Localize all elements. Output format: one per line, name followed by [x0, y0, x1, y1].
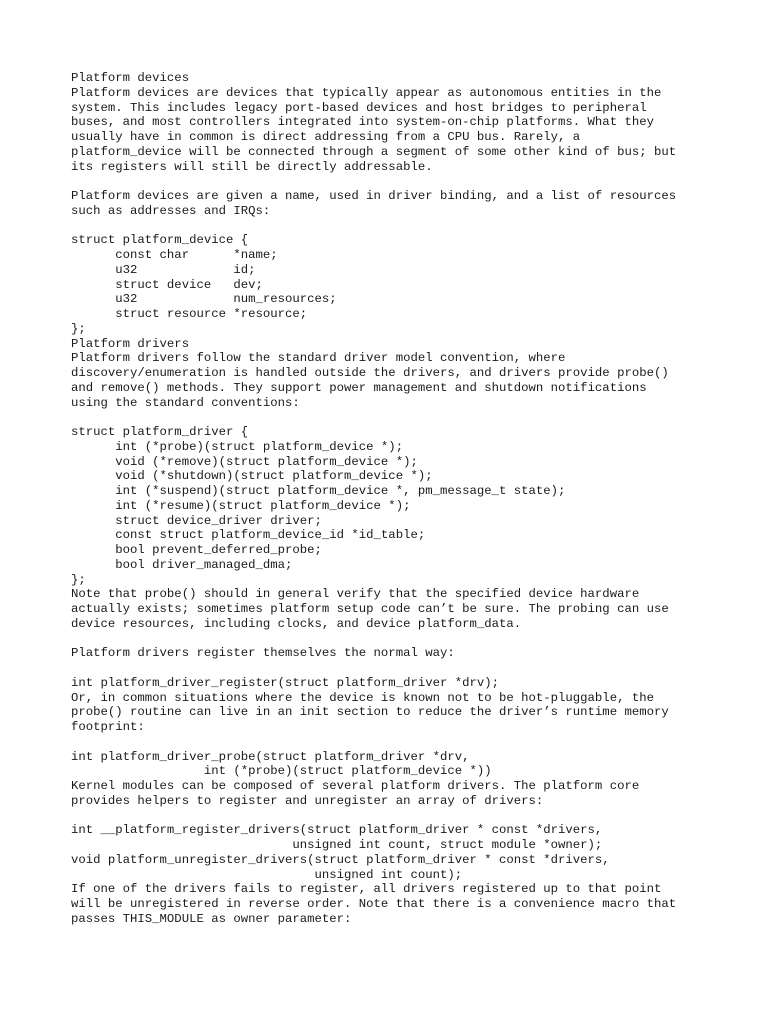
document-text: Platform devices Platform devices are devices that typically appear as autonomous entities in the system. This includes legacy port-based devices and host bridges to peripheral buses, and most controllers integrated into system-on-chip platforms. What they usually have in common is direct addressing from a CPU bus. Rarely, a platform_device will be connected through a segment of some other kind of bus; but its registers will still be directly addressable. Platform devices are given a name, used in driver binding, and a list of resources such as addresses and IRQs: struct platform_device { const char *name; u32 id; struct device dev; u32 num_resources; struct resource *resource; }; Platform drivers Platform drivers follow the standard driver model convention, where discovery/enumeration is handled outside the drivers, and drivers provide probe() and remove() methods. They support power management and shutdown notifications using the standard conventions: struct platform_driver { int (*probe)(struct platform_device *); void (*remove)(struct platform_device *); void (*shutdown)(struct platform_device *); int (*suspend)(struct platform_device *, pm_message_t state); int (*resume)(struct platform_device *); struct device_driver driver; const struct platform_device_id *id_table; bool prevent_deferred_probe; bool driver_managed_dma; }; Note that probe() should in general verify that the specified device hardware actually exists; sometimes platform setup code can’t be sure. The probing can use device resources, including clocks, and device platform_data. Platform drivers register themselves the normal way: int platform_driver_register(struct platform_driver *drv); Or, in common situations where the device is known not to be hot-pluggable, the probe() routine can live in an init section to reduce the driver’s runtime memory footprint: int platform_driver_probe(struct platform_driver *drv, int (*probe)(struct platform_device *)) Kernel modules can be composed of several platform drivers. The platform core provides helpers to register and unregister an array of drivers: int __platform_register_drivers(struct platform_driver * const *drivers, unsigned int count, struct module *owner); void platform_unregister_drivers(struct platform_driver * const *drivers, unsigned int count); If one of the drivers fails to register, all drivers registered up to that point will be unregistered in reverse order. Note that there is a convenience macro that passes THIS_MODULE as owner parameter: [71, 71, 677, 926]
document-page [71, 71, 751, 927]
